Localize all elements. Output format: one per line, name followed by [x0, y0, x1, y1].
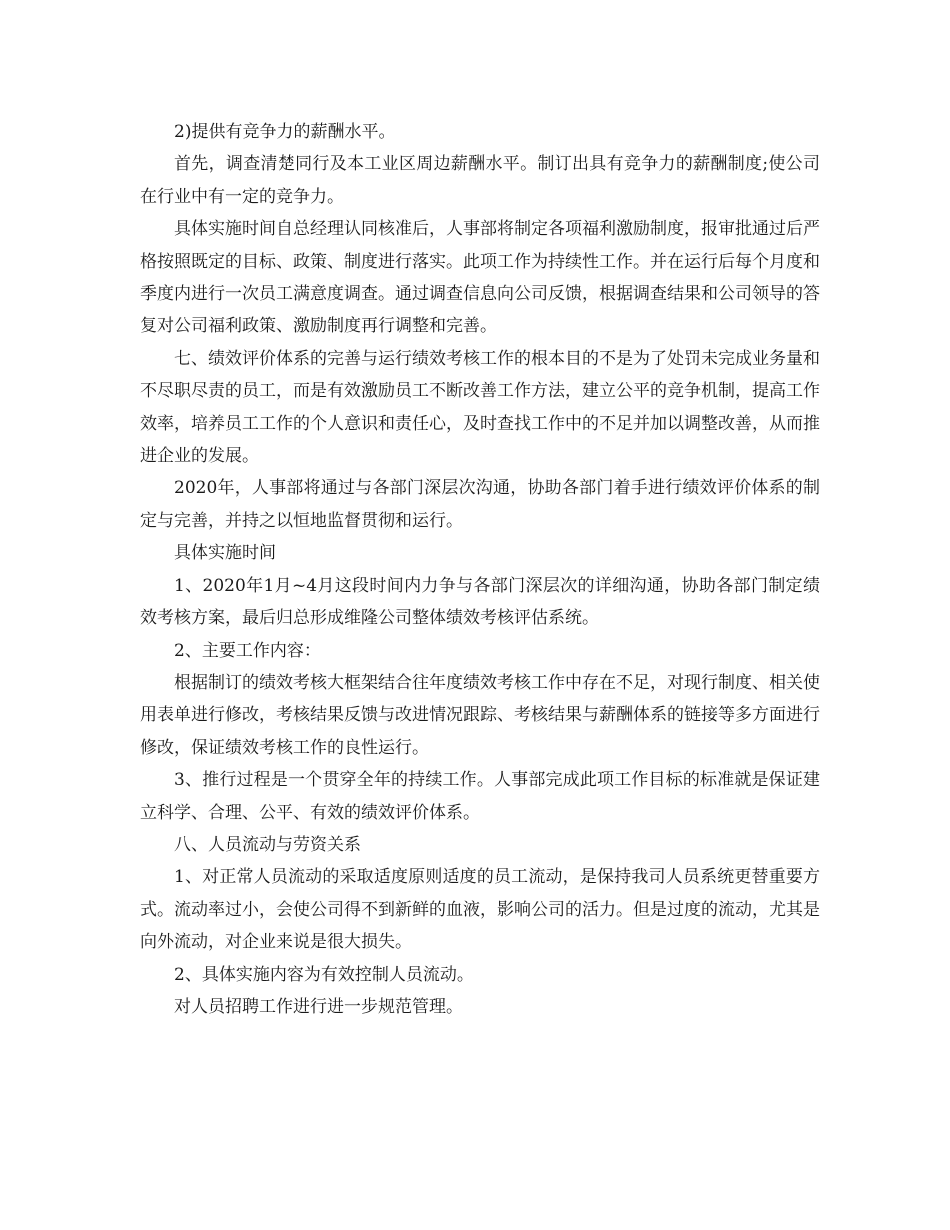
paragraph-turnover-1: 1、对正常人员流动的采取适度原则适度的员工流动，是保持我司人员系统更替重要方式。流动率过小，会使公司得不到新鲜的血液，影响公司的活力。但是过度的流动，尤其是向外流动，对企业来说是很大损失。 — [140, 867, 820, 953]
paragraph-section-seven: 七、绩效评价体系的完善与运行绩效考核工作的根本目的不是为了处罚未完成业务量和不尽职尽责的员工，而是有效激励员工不断改善工作方法，建立公平的竞争机制，提高工作效率，培养员工工作的个人意识和责任心，及时查找工作中的不足并加以调整改善，从而推进企业的发展。 — [140, 348, 820, 467]
paragraph-salary-level: 2)提供有竞争力的薪酬水平。 — [174, 122, 396, 142]
paragraph-survey: 首先，调查清楚同行及本工业区周边薪酬水平。制订出具有竞争力的薪酬制度;使公司在行业中有一定的竞争力。 — [140, 154, 820, 207]
paragraph-recruitment: 对人员招聘工作进行进一步规范管理。 — [174, 996, 463, 1017]
paragraph-section-eight: 八、人员流动与劳资关系 — [174, 834, 361, 855]
paragraph-turnover-2: 2、具体实施内容为有效控制人员流动。 — [174, 964, 474, 985]
paragraph-item-3: 3、推行过程是一个贯穿全年的持续工作。人事部完成此项工作目标的标准就是保证建立科学、合理、公平、有效的绩效评价体系。 — [140, 770, 820, 823]
paragraph-implementation-heading: 具体实施时间 — [174, 543, 276, 564]
paragraph-implementation-time: 具体实施时间自总经理认同核准后，人事部将制定各项福利激励制度，报审批通过后严格按照既定的目标、政策、制度进行落实。此项工作为持续性工作。并在运行后每个月度和季度内进行一次员工满意度调查。通过调查信息向公司反馈，根据调查结果和公司领导的答复对公司福利政策、激励制度再行调整和完善。 — [140, 219, 820, 337]
paragraph-item-1: 1、2020年1月~4月这段时间内力争与各部门深层次的详细沟通，协助各部门制定绩效考核方案，最后归总形成维隆公司整体绩效考核评估系统。 — [140, 575, 820, 629]
document-body — [140, 116, 820, 1023]
paragraph-work-content: 根据制订的绩效考核大框架结合往年度绩效考核工作中存在不足，对现行制度、相关使用表单进行修改，考核结果反馈与改进情况跟踪、考核结果与薪酬体系的链接等多方面进行修改，保证绩效考核工作的良性运行。 — [140, 672, 820, 758]
paragraph-2020-plan: 2020年，人事部将通过与各部门深层次沟通，协助各部门着手进行绩效评价体系的制定与完善，并持之以恒地监督贯彻和运行。 — [140, 478, 820, 531]
paragraph-item-2: 2、主要工作内容： — [174, 640, 321, 661]
